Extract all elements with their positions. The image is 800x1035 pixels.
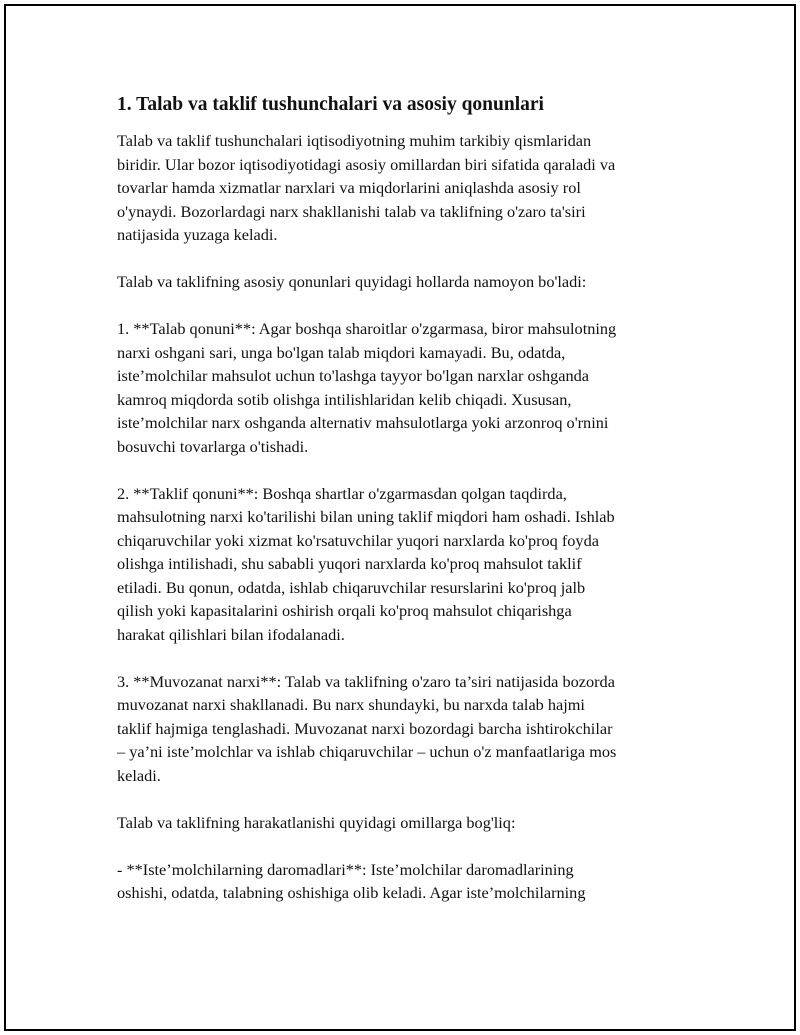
text-line: 1. **Talab qonuni**: Agar boshqa sharoitlar o'zgarmasa, biror mahsulotning (117, 319, 617, 338)
paragraph-demand-law (117, 317, 697, 458)
text-line: mahsulotning narxi ko'tarilishi bilan uning taklif miqdori ham oshadi. Ishlab (117, 507, 615, 526)
document-body (117, 92, 697, 928)
text-line: – ya’ni iste’molchlar va ishlab chiqaruvchilar – uchun o'z manfaatlariga mos (117, 742, 617, 761)
text-line: etiladi. Bu qonun, odatda, ishlab chiqaruvchilar resurslarini ko'proq jalb (117, 577, 586, 597)
text-line: natijasida yuzaga keladi. (117, 225, 278, 244)
text-line: iste’molchilar mahsulot uchun to'lashga tayyor bo'lgan narxlar oshganda (117, 366, 590, 385)
text-line: keladi. (117, 765, 161, 785)
text-line: kamroq miqdorda sotib olishga intilishlaridan kelib chiqadi. Xususan, (117, 389, 572, 409)
text-line: olishga intilishadi, shu sababli yuqori narxlarda ko'proq mahsulot taklif (117, 554, 582, 573)
text-line: tovarlar hamda xizmatlar narxlari va miqdorlarini aniqlashda asosiy rol (117, 178, 581, 197)
paragraph-laws-intro (117, 270, 697, 294)
text-line: iste’molchilar narx oshganda alternativ mahsulotlarga yoki arzonroq o'rnini (117, 413, 609, 432)
text-line: Talab va taklifning harakatlanishi quyidagi omillarga bog'liq: (117, 812, 516, 832)
text-line: Talab va taklifning asosiy qonunlari quyidagi hollarda namoyon bo'ladi: (117, 272, 587, 291)
text-line: chiqaruvchilar yoki xizmat ko'rsatuvchilar yuqori narxlarda ko'proq foyda (117, 530, 599, 550)
paragraph-consumer-income (117, 858, 697, 905)
paragraph-intro (117, 129, 697, 247)
text-line: qilish yoki kapasitalarini oshirish orqali ko'proq mahsulot chiqarishga (117, 601, 572, 620)
text-line: 2. **Taklif qonuni**: Boshqa shartlar o'zgarmasdan qolgan taqdirda, (117, 483, 567, 503)
text-line: taklif hajmiga tenglashadi. Muvozanat narxi bozordagi barcha ishtirokchilar (117, 718, 613, 738)
text-line: o'ynaydi. Bozorlardagi narx shakllanishi talab va taklifning o'zaro ta'siri (117, 201, 586, 221)
text-line: narxi oshgani sari, unga bo'lgan talab miqdori kamayadi. Bu, odatda, (117, 342, 566, 362)
text-line: 3. **Muvozanat narxi**: Talab va taklifning o'zaro ta’siri natijasida bozorda (117, 671, 615, 691)
text-line: oshishi, odatda, talabning oshishiga olib keladi. Agar iste’molchilarning (117, 883, 586, 902)
paragraph-supply-law (117, 482, 697, 647)
text-line: biridir. Ular bozor iqtisodiyotidagi asosiy omillardan biri sifatida qaraladi va (117, 154, 616, 174)
paragraph-equilibrium-price (117, 670, 697, 788)
page-title: 1. Talab va taklif tushunchalari va asosiy qonunlari (117, 94, 544, 115)
text-line: Talab va taklif tushunchalari iqtisodiyotning muhim tarkibiy qismlaridan (117, 131, 592, 150)
text-line: harakat qilishlari bilan ifodalanadi. (117, 624, 345, 644)
paragraph-factors-intro (117, 811, 697, 835)
text-line: muvozanat narxi shakllanadi. Bu narx shundayki, bu narxda talab hajmi (117, 695, 585, 714)
text-line: - **Iste’molchilarning daromadlari**: Iste’molchilar daromadlarining (117, 859, 574, 879)
text-line: bosuvchi tovarlarga o'tishadi. (117, 436, 309, 456)
